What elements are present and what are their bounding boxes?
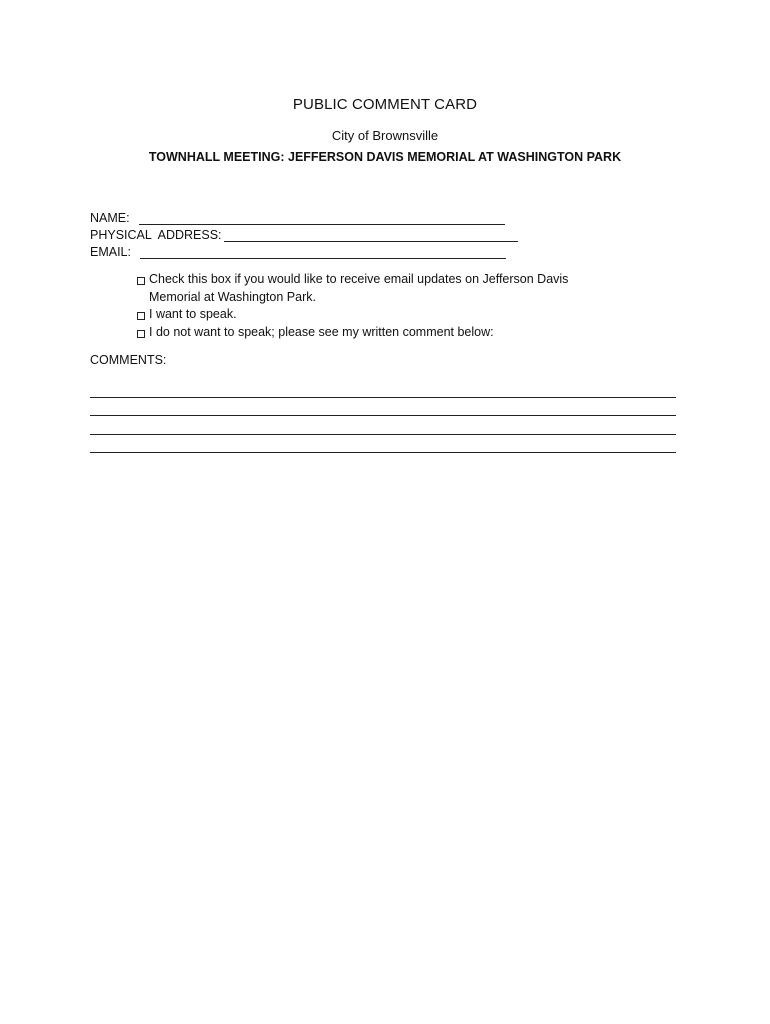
comment-line[interactable] bbox=[90, 434, 676, 435]
name-field bbox=[90, 209, 505, 225]
city-name: City of Brownsville bbox=[331, 128, 439, 143]
want-to-speak-label: I want to speak. bbox=[149, 307, 237, 321]
card-title: PUBLIC COMMENT CARD bbox=[292, 96, 478, 113]
not-speak-label: I do not want to speak; please see my written comment below: bbox=[149, 324, 494, 339]
not-speak-option bbox=[137, 324, 568, 342]
comment-line[interactable] bbox=[90, 415, 676, 416]
name-input-line[interactable] bbox=[139, 212, 505, 225]
meeting-title: TOWNHALL MEETING: JEFFERSON DAVIS MEMORIAL AT WASHINGTON PARK bbox=[148, 150, 622, 164]
email-field bbox=[90, 243, 506, 259]
want-to-speak-checkbox[interactable] bbox=[137, 312, 145, 320]
email-updates-option bbox=[137, 271, 568, 289]
options-list bbox=[137, 271, 568, 341]
want-to-speak-option bbox=[137, 306, 568, 324]
name-label: NAME: bbox=[90, 211, 137, 225]
comment-line[interactable] bbox=[90, 452, 676, 453]
email-updates-checkbox[interactable] bbox=[137, 277, 145, 285]
comment-line[interactable] bbox=[90, 397, 676, 398]
not-speak-checkbox[interactable] bbox=[137, 330, 145, 338]
email-label: EMAIL: bbox=[90, 245, 138, 259]
address-label: PHYSICAL ADDRESS: bbox=[90, 228, 222, 242]
comments-label: COMMENTS: bbox=[90, 353, 167, 367]
address-field bbox=[90, 226, 518, 242]
email-updates-label-continued: Memorial at Washington Park. bbox=[149, 289, 316, 304]
email-updates-label: Check this box if you would like to receive email updates on Jefferson Davis bbox=[149, 272, 569, 286]
address-input-line[interactable] bbox=[224, 229, 518, 242]
email-input-line[interactable] bbox=[140, 246, 506, 259]
